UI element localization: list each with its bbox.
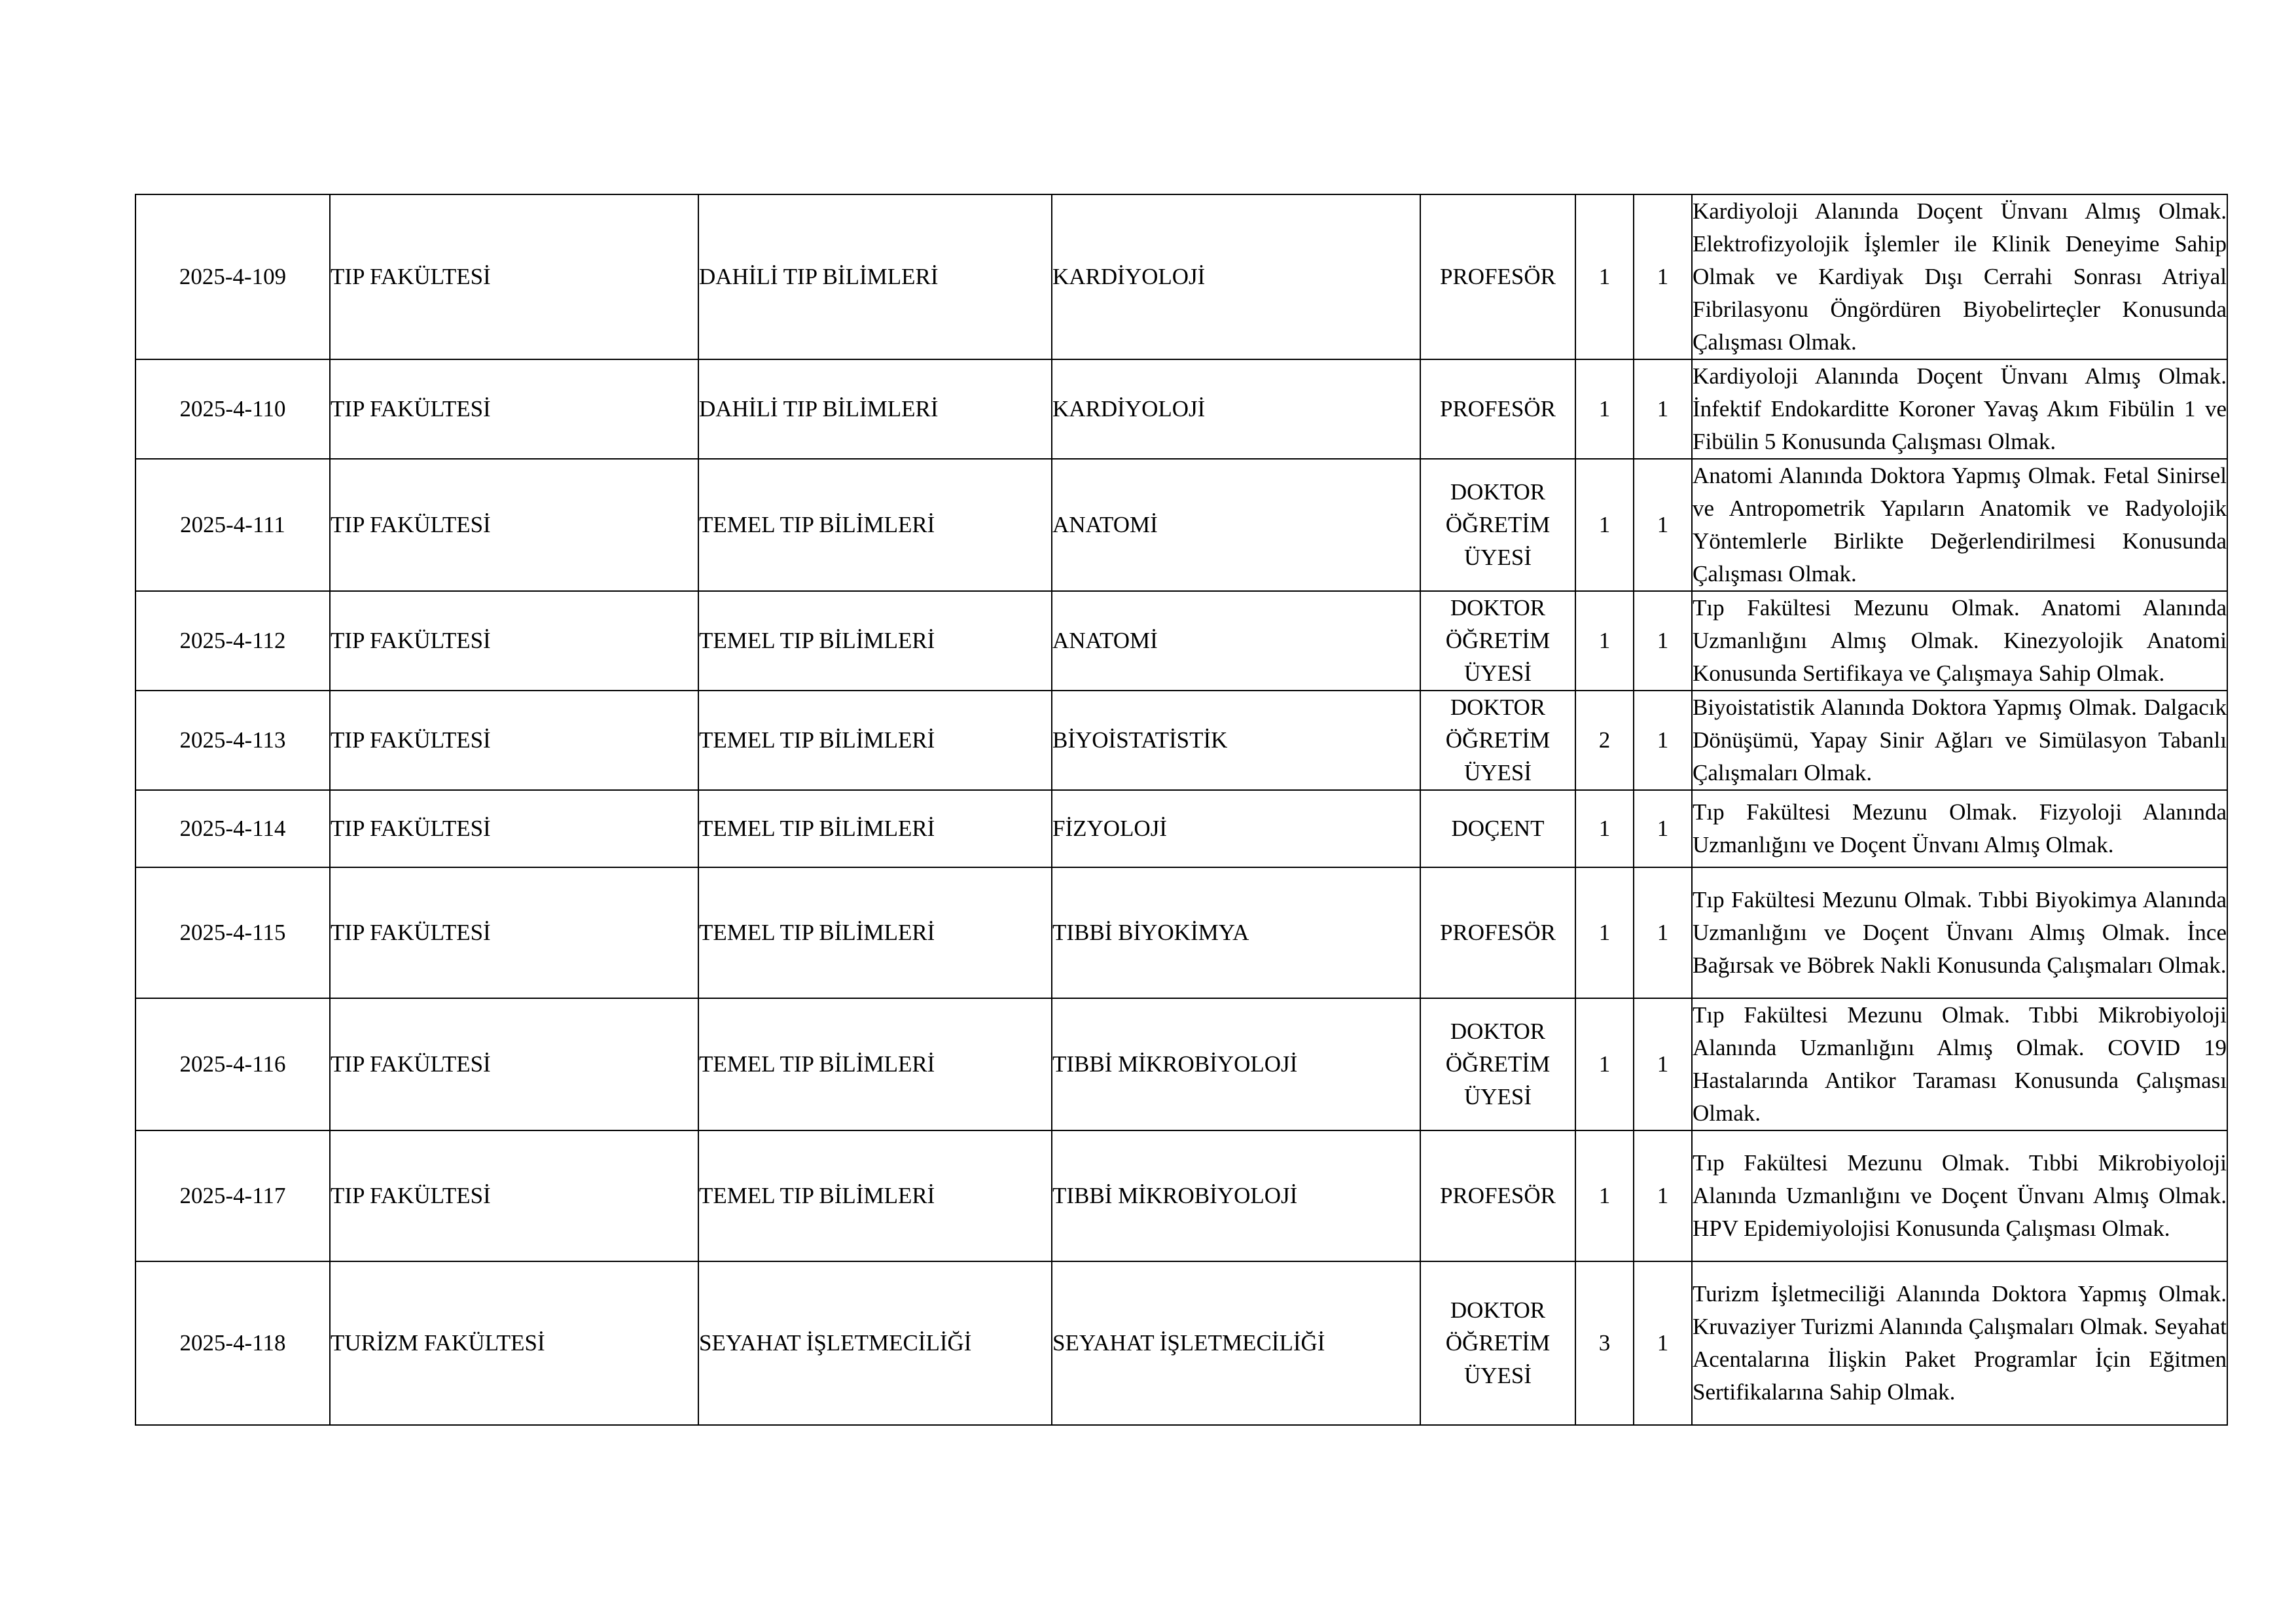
table-row [135,591,2227,691]
program-cell: BİYOİSTATİSTİK [1052,691,1420,790]
title-cell: DOÇENT [1420,790,1575,867]
degree-cell: 1 [1634,359,1692,459]
ilan-no-cell: 2025-4-116 [135,998,330,1130]
table-body [135,194,2227,1425]
table-row [135,867,2227,998]
department-cell: TEMEL TIP BİLİMLERİ [698,790,1052,867]
ilan-no-cell: 2025-4-113 [135,691,330,790]
criteria-cell: Kardiyoloji Alanında Doçent Ünvanı Almış Olmak. Elektrofizyolojik İşlemler ile Klinik Deneyime Sahip Olmak ve Kardiyak Dışı Cerrahi Sonrası Atriyal Fibrilasyonu Öngördüren Biyobelirteçler Konusunda Çalışması Olmak. [1692,194,2227,359]
degree-cell: 1 [1634,194,1692,359]
department-cell: TEMEL TIP BİLİMLERİ [698,459,1052,591]
table-row [135,459,2227,591]
department-cell: TEMEL TIP BİLİMLERİ [698,1130,1052,1261]
criteria-cell: Tıp Fakültesi Mezunu Olmak. Tıbbi Mikrobiyoloji Alanında Uzmanlığını ve Doçent Ünvanı Almış Olmak. HPV Epidemiyolojisi Konusunda Çalışması Olmak. [1692,1130,2227,1261]
criteria-cell: Biyoistatistik Alanında Doktora Yapmış Olmak. Dalgacık Dönüşümü, Yapay Sinir Ağları ve Simülasyon Tabanlı Çalışmaları Olmak. [1692,691,2227,790]
count-cell: 1 [1575,998,1634,1130]
department-cell: TEMEL TIP BİLİMLERİ [698,998,1052,1130]
count-cell: 1 [1575,359,1634,459]
table-row [135,790,2227,867]
program-cell: KARDİYOLOJİ [1052,194,1420,359]
table-row [135,1261,2227,1425]
criteria-cell: Tıp Fakültesi Mezunu Olmak. Anatomi Alanında Uzmanlığını Almış Olmak. Kinezyolojik Anatomi Konusunda Sertifikaya ve Çalışmaya Sahip Olmak. [1692,591,2227,691]
ilan-no-cell: 2025-4-117 [135,1130,330,1261]
criteria-cell: Anatomi Alanında Doktora Yapmış Olmak. Fetal Sinirsel ve Antropometrik Yapıların Anatomik ve Radyolojik Yöntemlerle Birlikte Değerlendirilmesi Konusunda Çalışması Olmak. [1692,459,2227,591]
department-cell: TEMEL TIP BİLİMLERİ [698,867,1052,998]
title-cell: DOKTOR ÖĞRETİM ÜYESİ [1420,591,1575,691]
degree-cell: 1 [1634,691,1692,790]
title-cell: PROFESÖR [1420,194,1575,359]
title-cell: PROFESÖR [1420,867,1575,998]
ilan-no-cell: 2025-4-109 [135,194,330,359]
faculty-cell: TIP FAKÜLTESİ [330,359,698,459]
program-cell: SEYAHAT İŞLETMECİLİĞİ [1052,1261,1420,1425]
faculty-cell: TIP FAKÜLTESİ [330,591,698,691]
criteria-cell: Tıp Fakültesi Mezunu Olmak. Fizyoloji Alanında Uzmanlığını ve Doçent Ünvanı Almış Olmak. [1692,790,2227,867]
table-row [135,194,2227,359]
criteria-cell: Tıp Fakültesi Mezunu Olmak. Tıbbi Mikrobiyoloji Alanında Uzmanlığını Almış Olmak. COVID 19 Hastalarında Antikor Taraması Konusunda Çalışması Olmak. [1692,998,2227,1130]
title-cell: DOKTOR ÖĞRETİM ÜYESİ [1420,459,1575,591]
faculty-cell: TIP FAKÜLTESİ [330,194,698,359]
program-cell: ANATOMİ [1052,591,1420,691]
faculty-cell: TIP FAKÜLTESİ [330,998,698,1130]
criteria-cell: Kardiyoloji Alanında Doçent Ünvanı Almış Olmak. İnfektif Endokarditte Koroner Yavaş Akım Fibülin 1 ve Fibülin 5 Konusunda Çalışması Olmak. [1692,359,2227,459]
department-cell: TEMEL TIP BİLİMLERİ [698,691,1052,790]
count-cell: 1 [1575,194,1634,359]
title-cell: PROFESÖR [1420,359,1575,459]
ilan-no-cell: 2025-4-110 [135,359,330,459]
count-cell: 1 [1575,1130,1634,1261]
ilan-no-cell: 2025-4-114 [135,790,330,867]
count-cell: 1 [1575,459,1634,591]
faculty-cell: TIP FAKÜLTESİ [330,790,698,867]
faculty-cell: TIP FAKÜLTESİ [330,1130,698,1261]
table-row [135,691,2227,790]
degree-cell: 1 [1634,867,1692,998]
program-cell: TIBBİ BİYOKİMYA [1052,867,1420,998]
program-cell: FİZYOLOJİ [1052,790,1420,867]
degree-cell: 1 [1634,1261,1692,1425]
program-cell: ANATOMİ [1052,459,1420,591]
count-cell: 2 [1575,691,1634,790]
title-cell: PROFESÖR [1420,1130,1575,1261]
faculty-cell: TURİZM FAKÜLTESİ [330,1261,698,1425]
count-cell: 1 [1575,790,1634,867]
degree-cell: 1 [1634,591,1692,691]
criteria-cell: Turizm İşletmeciliği Alanında Doktora Yapmış Olmak. Kruvaziyer Turizmi Alanında Çalışmaları Olmak. Seyahat Acentalarına İlişkin Paket Programlar İçin Eğitmen Sertifikalarına Sahip Olmak. [1692,1261,2227,1425]
criteria-cell: Tıp Fakültesi Mezunu Olmak. Tıbbi Biyokimya Alanında Uzmanlığını ve Doçent Ünvanı Almış Olmak. İnce Bağırsak ve Böbrek Nakli Konusunda Çalışmaları Olmak. [1692,867,2227,998]
table-row [135,1130,2227,1261]
title-cell: DOKTOR ÖĞRETİM ÜYESİ [1420,998,1575,1130]
title-cell: DOKTOR ÖĞRETİM ÜYESİ [1420,1261,1575,1425]
degree-cell: 1 [1634,998,1692,1130]
count-cell: 1 [1575,591,1634,691]
ilan-no-cell: 2025-4-118 [135,1261,330,1425]
program-cell: TIBBİ MİKROBİYOLOJİ [1052,1130,1420,1261]
department-cell: DAHİLİ TIP BİLİMLERİ [698,194,1052,359]
count-cell: 3 [1575,1261,1634,1425]
degree-cell: 1 [1634,1130,1692,1261]
department-cell: DAHİLİ TIP BİLİMLERİ [698,359,1052,459]
degree-cell: 1 [1634,459,1692,591]
program-cell: KARDİYOLOJİ [1052,359,1420,459]
faculty-cell: TIP FAKÜLTESİ [330,691,698,790]
count-cell: 1 [1575,867,1634,998]
table-row [135,359,2227,459]
degree-cell: 1 [1634,790,1692,867]
program-cell: TIBBİ MİKROBİYOLOJİ [1052,998,1420,1130]
faculty-cell: TIP FAKÜLTESİ [330,459,698,591]
table-row [135,998,2227,1130]
faculty-cell: TIP FAKÜLTESİ [330,867,698,998]
department-cell: SEYAHAT İŞLETMECİLİĞİ [698,1261,1052,1425]
ilan-no-cell: 2025-4-115 [135,867,330,998]
positions-table [135,194,2228,1426]
ilan-no-cell: 2025-4-111 [135,459,330,591]
department-cell: TEMEL TIP BİLİMLERİ [698,591,1052,691]
title-cell: DOKTOR ÖĞRETİM ÜYESİ [1420,691,1575,790]
ilan-no-cell: 2025-4-112 [135,591,330,691]
